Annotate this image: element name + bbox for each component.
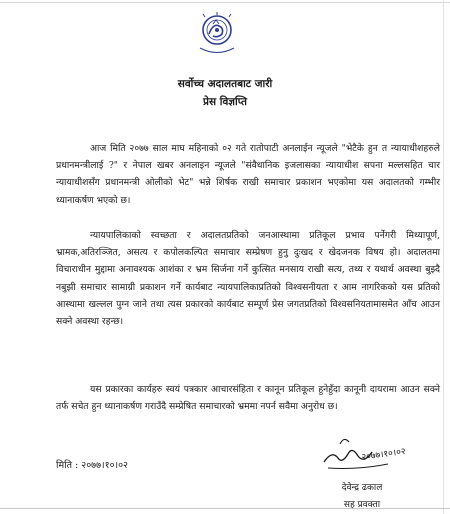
supreme-court-seal-icon	[193, 10, 241, 60]
press-release-title: प्रेस विज्ञप्ति	[203, 96, 247, 108]
date-value: २०७७।१०।०२	[81, 460, 129, 471]
issuer-heading: सर्वोच्च अदालतबाट जारी	[177, 78, 273, 90]
body-paragraph: न्यायपालिकाको स्वच्छता र अदालतप्रतिको जनआस्थामा प्रतिकूल प्रभाव पर्नेगरी मिथ्यापूर्ण, भ्रामक,अतिरञ्जित, असत्य र कपोलकल्पित समाचार सम्प्रेषण हुनु दुःखद र खेदजनक विषय हो। अदालतमा विचाराधीन मुद्दामा अनावश्यक आशंका र भ्रम सिर्जना गर्ने कुत्सित मनसाय राखी सत्य, तथ्य र यथार्थ अवस्था बुझ्दै नबुझी समाचार सामाग्री प्रकाशन गर्ने कार्यबाट न्यायपालिकाप्रतिको विश्वसनीयता र आम नागरिकको यस प्रतिको आस्थामा खल्लल पुग्न जाने तथा त्यस प्रकारको कार्यबाट सम्पूर्ण प्रेस जगतप्रतिको विश्वसनियतामासमेत आँच आउन सक्ने अवस्था रहन्छ।	[56, 230, 440, 328]
signatory-title: सह प्रवक्ता	[343, 500, 381, 510]
signatory-name: देवेन्द्र ढकाल	[341, 483, 383, 493]
date-line	[56, 458, 128, 471]
body-paragraph: आज मिति २०७७ साल माघ महिनाको ०२ गते रातोपाटी अनलाईन न्यूजले "भेटैके हुन त न्यायाधीशहरुले प्रधानमन्त्रीलाई ?" र नेपाल खबर अनलाइन न्यूजले "संवैधानिक इजलासका न्यायाधीश सपना मल्लसहित चार न्यायाधीशसँग प्रधानमन्त्री ओलीको भेट" भन्ने शिर्षक राखी समाचार प्रकाशन भएकोमा यस अदालतको गम्भीर ध्यानाकर्षण भएको छ।	[56, 143, 440, 206]
handwritten-signature	[318, 424, 418, 476]
top-rule	[0, 2, 450, 3]
date-label: मिति :	[56, 460, 79, 471]
svg-text:२०७७।१०।०२: २०७७।१०।०२	[361, 446, 407, 463]
body-paragraph: यस प्रकारका कार्यहरु स्वयं पत्रकार आचारसंहिता र कानून प्रतिकूल हुनेहुँदा कानूनी दायरामा आउन सक्ने तर्फ सचेत हुन ध्यानाकर्षण गराउँदै सम्प्रेषित समाचारको भ्रममा नपर्न सवैमा अनुरोध छ।	[56, 384, 440, 413]
